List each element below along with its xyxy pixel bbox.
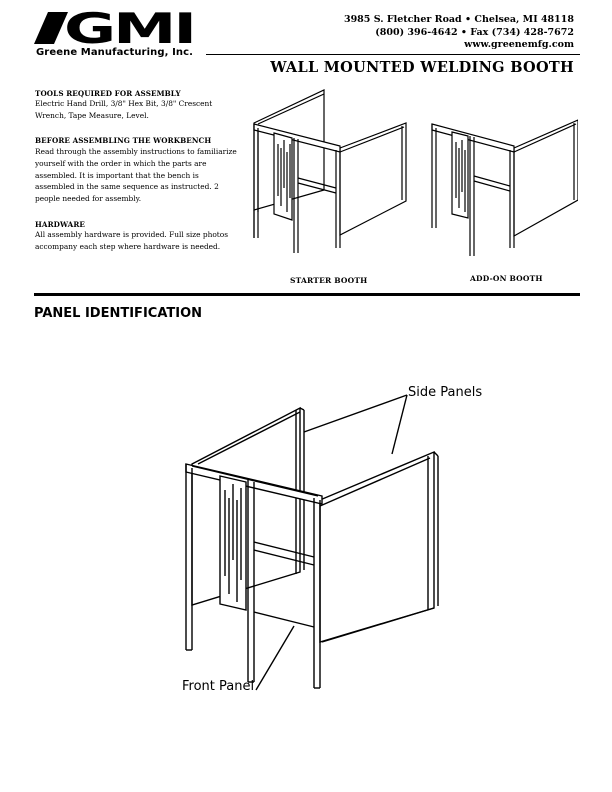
before-assembling-heading: BEFORE ASSEMBLING THE WORKBENCH <box>35 136 212 145</box>
tools-body: Electric Hand Drill, 3/8" Hex Bit, 3/8" Crescent Wrench, Tape Measure, Level. <box>35 99 213 120</box>
panel-identification-title: PANEL IDENTIFICATION <box>34 306 203 321</box>
add-on-booth-caption: ADD-ON BOOTH <box>470 274 543 283</box>
phone-fax-line: (800) 396-4642 • Fax (734) 428-7672 <box>375 26 574 38</box>
tools-heading: TOOLS REQUIRED FOR ASSEMBLY <box>35 89 181 98</box>
front-panel-label: Front Panel <box>182 679 255 694</box>
company-name: Greene Manufacturing, Inc. <box>36 47 194 58</box>
panel-identification-illustration <box>170 380 470 700</box>
hardware-heading: HARDWARE <box>35 220 86 229</box>
starter-booth-caption: STARTER BOOTH <box>290 276 368 285</box>
logo-text: GMI <box>64 10 194 46</box>
address-line: 3985 S. Fletcher Road • Chelsea, MI 48118 <box>343 14 574 25</box>
starter-booth-illustration <box>248 88 408 263</box>
add-on-booth-illustration <box>428 118 578 263</box>
gmi-logo-mark <box>34 10 196 46</box>
header-divider <box>206 54 580 55</box>
before-assembling-body: Read through the assembly instructions to familiarize yourself with the order in which the parts are assembled. It is important that the bench is assembled in the same sequence as instructed. 2 people needed for assembly. <box>35 147 237 204</box>
hardware-body: All assembly hardware is provided. Full size photos accompany each step where hardware is needed. <box>35 230 229 251</box>
contact-block <box>344 14 574 52</box>
company-logo <box>34 10 206 60</box>
website-line: www.greenemfg.com <box>464 39 574 50</box>
side-panels-label: Side Panels <box>408 385 483 400</box>
document-title: WALL MOUNTED WELDING BOOTH <box>270 59 574 76</box>
section-divider <box>34 293 580 296</box>
